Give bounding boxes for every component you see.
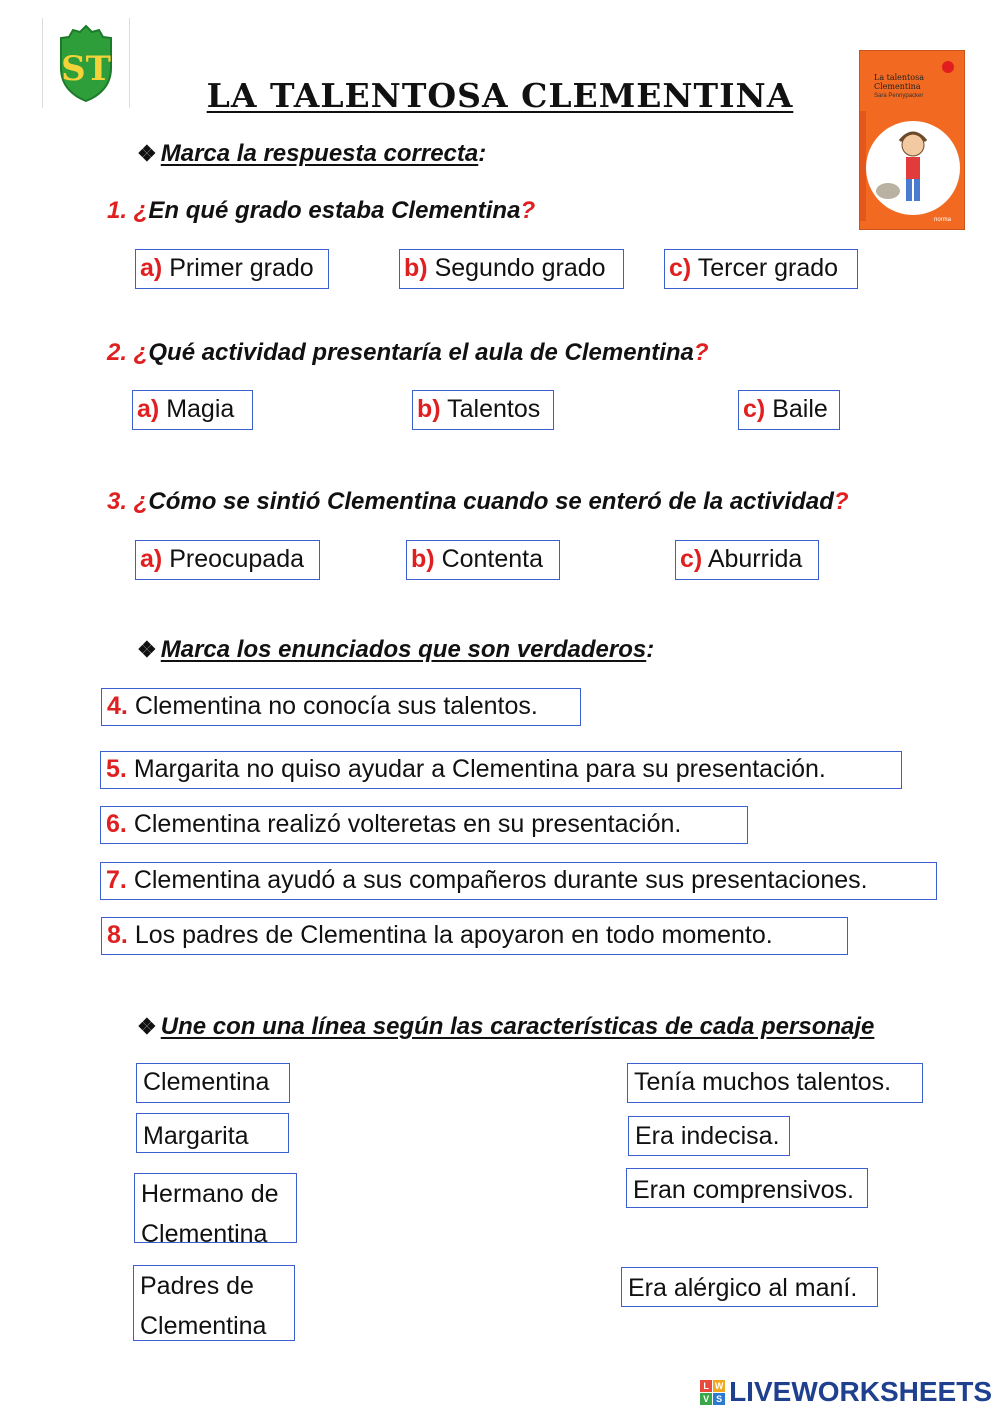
liveworksheets-brand [700, 1376, 992, 1408]
page-title: LA TALENTOSA CLEMENTINA [206, 76, 794, 115]
statement-7[interactable]: 7. Clementina ayudó a sus compañeros durante sus presentaciones. [100, 862, 937, 900]
diamond-bullet-icon: ❖ [137, 1014, 157, 1039]
q1-option-a[interactable]: a) Primer grado [135, 249, 329, 289]
match-right-talentos[interactable]: Tenía muchos talentos. [627, 1063, 923, 1103]
liveworksheets-logo-icon: L W V S [700, 1380, 725, 1405]
statement-5[interactable]: 5. Margarita no quiso ayudar a Clementina para su presentación. [100, 751, 902, 789]
cover-author: Sara Pennypacker [874, 93, 924, 99]
brand-text: LIVEWORKSHEETS [729, 1376, 992, 1407]
girl-illustration-icon [866, 121, 960, 215]
match-left-clementina[interactable]: Clementina [136, 1063, 290, 1103]
question-1: 1. ¿En qué grado estaba Clementina? [107, 197, 536, 224]
match-right-indecisa[interactable]: Era indecisa. [628, 1116, 790, 1156]
question-3: 3. ¿Cómo se sintió Clementina cuando se enteró de la actividad? [107, 488, 849, 515]
q3-option-c[interactable]: c) Aburrida [675, 540, 819, 580]
statement-8[interactable]: 8. Los padres de Clementina la apoyaron en todo momento. [101, 917, 848, 955]
q1-option-b[interactable]: b) Segundo grado [399, 249, 624, 289]
cover-illustration [866, 121, 960, 215]
logo-text: ST [61, 49, 111, 89]
q2-option-c[interactable]: c) Baile [738, 390, 840, 430]
statement-6[interactable]: 6. Clementina realizó volteretas en su presentación. [100, 806, 748, 844]
section1-heading: ❖ Marca la respuesta correcta: [137, 140, 487, 167]
q2-option-b[interactable]: b) Talentos [412, 390, 554, 430]
statement-4[interactable]: 4. Clementina no conocía sus talentos. [101, 688, 581, 726]
q2-option-a[interactable]: a) Magia [132, 390, 253, 430]
cover-badge-icon [942, 61, 954, 73]
match-left-hermano[interactable]: Hermano de Clementina [134, 1173, 297, 1243]
q3-option-a[interactable]: a) Preocupada [135, 540, 320, 580]
cover-publisher: norma [934, 217, 952, 223]
match-left-margarita[interactable]: Margarita [136, 1113, 289, 1153]
diamond-bullet-icon: ❖ [137, 141, 157, 166]
book-cover [859, 50, 965, 230]
question-2: 2. ¿Qué actividad presentaría el aula de Clementina? [107, 339, 709, 366]
match-right-comprensivos[interactable]: Eran comprensivos. [626, 1168, 868, 1208]
match-left-padres[interactable]: Padres de Clementina [133, 1265, 295, 1341]
match-right-alergico[interactable]: Era alérgico al maní. [621, 1267, 878, 1307]
section3-heading: ❖ Une con una línea según las características de cada personaje [137, 1013, 875, 1040]
q1-option-c[interactable]: c) Tercer grado [664, 249, 858, 289]
diamond-bullet-icon: ❖ [137, 637, 157, 662]
section2-heading: ❖ Marca los enunciados que son verdaderos: [137, 636, 655, 663]
q3-option-b[interactable]: b) Contenta [406, 540, 560, 580]
cover-title: La talentosa Clementina [874, 73, 924, 91]
